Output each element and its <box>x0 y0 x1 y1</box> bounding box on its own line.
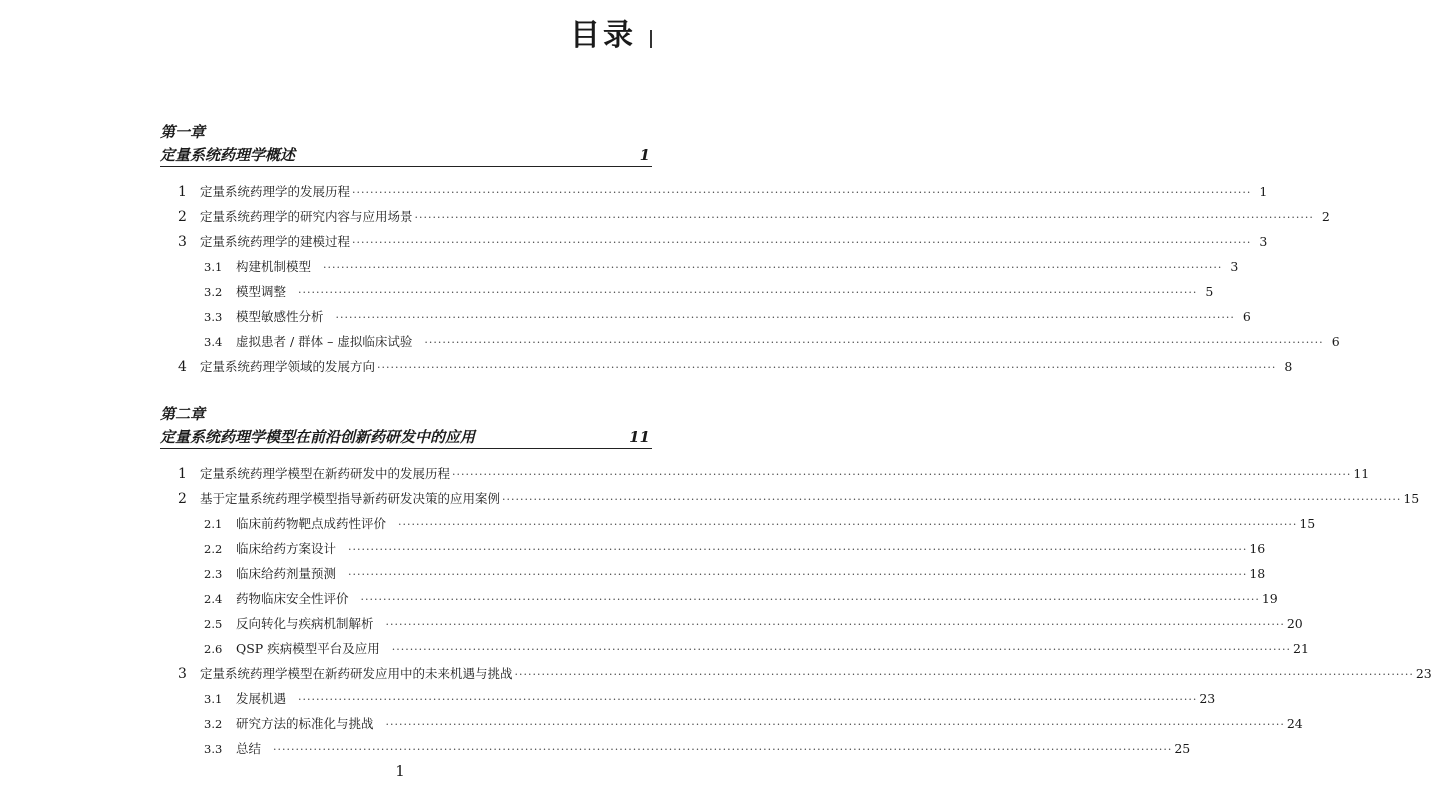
entry-title: 总结 <box>236 741 262 756</box>
entry-page: 1 <box>1259 184 1268 199</box>
entry-page: 21 <box>1293 641 1309 656</box>
toc-subentry[interactable] <box>160 511 1316 536</box>
entry-page: 16 <box>1249 541 1266 556</box>
chapter-title[interactable]: 定量系统药理学模型在前沿创新药研发中的应用 <box>160 428 476 446</box>
toc-entry[interactable] <box>160 179 1268 204</box>
dot-leader: ········································································································································································································ <box>348 543 1248 556</box>
toc-subentry[interactable] <box>160 736 1191 761</box>
entry-title: 模型调整 <box>236 284 287 299</box>
entry-title: 定量系统药理学的发展历程 <box>200 184 351 199</box>
dot-leader: ········································································································································································································ <box>298 693 1198 706</box>
entry-number: 1 <box>178 466 187 482</box>
toc-entry[interactable] <box>160 354 1293 379</box>
toc-entry[interactable] <box>160 486 1420 511</box>
entry-number: 2.2 <box>204 542 223 556</box>
entry-title: 发展机遇 <box>236 691 287 706</box>
entry-page: 24 <box>1286 716 1303 731</box>
toc-entry[interactable] <box>160 204 1330 229</box>
entry-number: 3.2 <box>204 285 223 299</box>
chapter-title[interactable]: 定量系统药理学概述 <box>160 146 296 164</box>
entry-page: 3 <box>1230 259 1239 274</box>
dot-leader: ········································································································································································································ <box>348 568 1248 581</box>
entry-page: 20 <box>1286 616 1303 631</box>
toc-subentry[interactable] <box>160 636 1309 661</box>
dot-leader: ········································································································································································································ <box>502 493 1402 506</box>
page-header <box>570 14 652 58</box>
entry-title: 定量系统药理学的研究内容与应用场景 <box>200 209 413 224</box>
entry-title: 定量系统药理学的建模过程 <box>200 234 351 249</box>
entry-number: 3.3 <box>204 310 223 324</box>
toc-heading: 目录 <box>570 18 636 53</box>
entry-number: 1 <box>178 184 187 200</box>
entry-number: 2.1 <box>204 517 223 531</box>
entry-page: 8 <box>1284 359 1293 374</box>
entry-page: 18 <box>1249 566 1266 581</box>
entry-page: 23 <box>1199 691 1216 706</box>
dot-leader: ········································································································································································································ <box>377 361 1277 374</box>
toc-entry[interactable] <box>160 661 1432 686</box>
toc-subentry[interactable] <box>160 561 1266 586</box>
dot-leader: ········································································································································································································ <box>452 468 1352 481</box>
dot-leader: ········································································································································································································ <box>391 643 1292 656</box>
toc-subentry[interactable] <box>160 279 1214 304</box>
entry-page: 25 <box>1174 741 1191 756</box>
entry-title: 临床给药方案设计 <box>236 541 337 556</box>
entry-title: 定量系统药理学模型在新药研发应用中的未来机遇与挑战 <box>200 666 513 681</box>
entry-title: 虚拟患者 / 群体 – 虚拟临床试验 <box>236 334 413 349</box>
entry-number: 3 <box>178 234 187 250</box>
page-number: 1 <box>395 762 405 780</box>
dot-leader: ········································································································································································································ <box>385 718 1285 731</box>
header-divider <box>650 30 652 48</box>
entry-number: 3 <box>178 666 187 682</box>
entry-title: 药物临床安全性评价 <box>236 591 349 606</box>
toc-subentry[interactable] <box>160 254 1239 279</box>
entry-number: 2 <box>178 491 187 507</box>
entry-number: 3.1 <box>204 692 223 706</box>
entry-number: 2 <box>178 209 187 225</box>
chapter-page: 1 <box>639 146 650 164</box>
chapter-1 <box>160 122 1340 379</box>
chapter-number: 第二章 <box>160 405 206 423</box>
entry-page: 23 <box>1415 666 1432 681</box>
entry-title: 定量系统药理学领域的发展方向 <box>200 359 376 374</box>
entry-page: 5 <box>1205 284 1214 299</box>
entry-title: 定量系统药理学模型在新药研发中的发展历程 <box>200 466 451 481</box>
entry-page: 19 <box>1261 591 1278 606</box>
entry-number: 2.6 <box>204 642 223 656</box>
entry-title: QSP 疾病模型平台及应用 <box>236 641 380 656</box>
chapter-2 <box>160 404 1432 761</box>
toc-subentry[interactable] <box>160 586 1278 611</box>
entry-page: 11 <box>1353 466 1370 481</box>
dot-leader: ········································································································································································································ <box>352 236 1252 249</box>
toc-subentry[interactable] <box>160 686 1216 711</box>
entry-number: 2.5 <box>204 617 223 631</box>
toc-subentry[interactable] <box>160 304 1251 329</box>
entry-title: 构建机制模型 <box>236 259 312 274</box>
entry-title: 基于定量系统药理学模型指导新药研发决策的应用案例 <box>200 491 501 506</box>
entry-number: 3.3 <box>204 742 223 756</box>
chapter-entries <box>160 179 1340 379</box>
dot-leader: ········································································································································································································ <box>323 261 1223 274</box>
dot-leader: ········································································································································································································ <box>273 743 1173 756</box>
entry-number: 3.1 <box>204 260 223 274</box>
entry-title: 反向转化与疾病机制解析 <box>236 616 374 631</box>
dot-leader: ········································································································································································································ <box>335 311 1235 324</box>
chapter-heading[interactable] <box>160 142 652 167</box>
chapter-number: 第一章 <box>160 123 206 141</box>
chapter-page: 11 <box>629 428 650 446</box>
toc-subentry[interactable] <box>160 611 1303 636</box>
entry-title: 模型敏感性分析 <box>236 309 324 324</box>
entry-title: 研究方法的标准化与挑战 <box>236 716 374 731</box>
toc-subentry[interactable] <box>160 536 1266 561</box>
dot-leader: ········································································································································································································ <box>360 593 1260 606</box>
chapter-heading[interactable] <box>160 424 652 449</box>
entry-page: 15 <box>1299 516 1316 531</box>
entry-title: 临床给药剂量预测 <box>236 566 337 581</box>
entry-number: 3.2 <box>204 717 223 731</box>
entry-number: 3.4 <box>204 335 223 349</box>
entry-page: 15 <box>1403 491 1420 506</box>
dot-leader: ········································································································································································································ <box>298 286 1198 299</box>
entry-number: 2.4 <box>204 592 223 606</box>
toc-entry[interactable] <box>160 461 1370 486</box>
entry-page: 6 <box>1331 334 1340 349</box>
dot-leader: ········································································································································································································ <box>352 186 1252 199</box>
entry-number: 2.3 <box>204 567 223 581</box>
entry-page: 2 <box>1321 209 1330 224</box>
toc-subentry[interactable] <box>160 329 1340 354</box>
entry-page: 6 <box>1242 309 1251 324</box>
entry-number: 4 <box>178 359 187 375</box>
chapter-entries <box>160 461 1432 761</box>
toc-subentry[interactable] <box>160 711 1303 736</box>
entry-page: 3 <box>1259 234 1268 249</box>
dot-leader: ········································································································································································································ <box>385 618 1285 631</box>
dot-leader: ········································································································································································································ <box>414 211 1314 224</box>
entry-title: 临床前药物靶点成药性评价 <box>236 516 387 531</box>
dot-leader: ········································································································································································································ <box>514 668 1414 681</box>
dot-leader: ········································································································································································································ <box>398 518 1298 531</box>
dot-leader: ········································································································································································································ <box>424 336 1324 349</box>
toc-entry[interactable] <box>160 229 1268 254</box>
